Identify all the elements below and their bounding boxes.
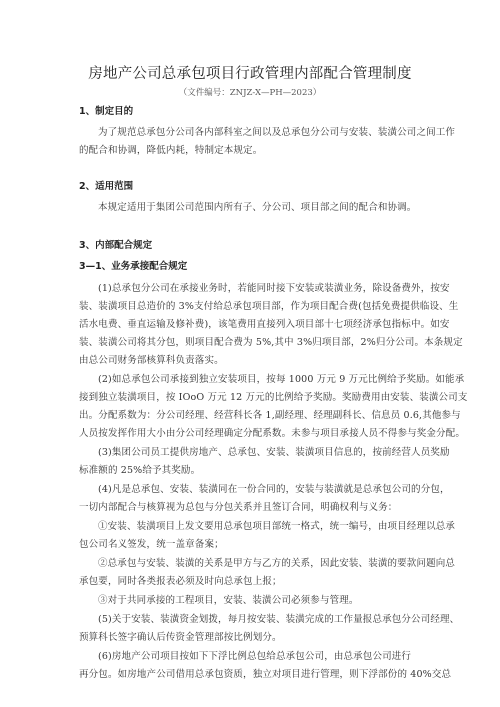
list-item-line: ①安装、装潢项目上发文要用总承包项目部统一格式，统一编号，由项目经理以总承 (98, 521, 456, 532)
paragraph-line: (5)关于安装、装潢资金划拨，每月按安装、装潢完成的工作量报总承包分公司经理、 (98, 614, 460, 625)
paragraph-line: 活水电费、垂直运输及修补费)，该笔费用直接列入项目部十七项经济承包指标中。如安 (79, 319, 450, 330)
paragraph-line: 本规定适用于集团公司范围内所有子、分公司、项目部之间的配合和协调。 (98, 202, 417, 213)
paragraph-line: (2)如总承包公司承接到独立安装项目，按每 1000 万元 9 万元比例给予奖励。如能承 (98, 374, 465, 385)
paragraph-line: 出。分配系数为：分公司经理、经营科长各 1,副经理、经理副科长、信息员 0.6,其他参与 (79, 410, 461, 421)
section-heading-purpose: 1、制定目的 (79, 106, 134, 117)
section-heading-scope: 2、适用范围 (79, 181, 134, 192)
paragraph-line: (6)房地产公司项目按如下下浮比例总包给总承包公司，由总承包公司进行 (98, 651, 412, 662)
document-title: 房地产公司总承包项目行政管理内部配合管理制度 (88, 66, 412, 82)
paragraph-line: 标准额的 25%给予其奖励。 (79, 465, 201, 476)
section-heading-rules: 3、内部配合规定 (79, 240, 153, 251)
paragraph-line: 一切内部配合与核算视为总包与分包关系并且签订合同，明确权利与义务： (79, 502, 398, 513)
paragraph-line: 装、装潢公司将其分包，则项目配合费为 5%,其中 3%归项目部，2%归分公司。本条规定 (79, 337, 463, 348)
paragraph-line: 为了规范总承包分公司各内部科室之间以及总承包分公司与安装、装潢公司之间工作 (98, 127, 456, 138)
paragraph-line: 人员按发挥作用大小由分公司经理确定分配系数。未参与项目承接人员不得参与奖金分配。 (79, 428, 466, 439)
paragraph-line: 再分包。如房地产公司借用总承包资质，独立对项目进行管理，则下浮部份的 40%交总 (79, 669, 452, 680)
paragraph-line: (1)总承包分公司在承接业务时，若能同时接下安装或装潢业务，除设备费外，按安 (98, 283, 450, 294)
paragraph-line: 接到独立装潢项目，按 IOoO 万元 12 万元的比例给予奖励。奖励费用由安装、装潢公司支 (79, 392, 468, 403)
paragraph-line: (3)集团公司员工提供房地产、总承包、安装、装潢项目信息的，按前经营人员奖励 (98, 447, 450, 458)
subsection-heading: 3—1、业务承接配合规定 (79, 261, 188, 272)
list-item-line: 包公司名义签发，统一盖章备案； (79, 539, 224, 550)
paragraph-line: 预算科长签字确认后传资金管理部按比例划分。 (79, 632, 282, 643)
paragraph-line: (4)凡是总承包、安装、装潢同在一份合同的，安装与装潢就是总承包公司的分包， (98, 484, 450, 495)
list-item-line: ③对于共同承接的工程项目，安装、装潢公司必须参与管理。 (98, 595, 359, 606)
paragraph-line: 装、装潢项目总造价的 3%支付给总承包项目部，作为项目配合费(包括免费提供临设、生 (79, 301, 459, 312)
paragraph-line: 的配合和协调，降低内耗，特制定本规定。 (79, 145, 263, 156)
list-item-line: 承包要，同时各类报表必须及时向总承包上报； (79, 576, 282, 587)
document-number: （文件编号：ZNJZ-X—PH—2023） (178, 88, 322, 98)
list-item-line: ②总承包与安装、装潢的关系是甲方与乙方的关系，因此安装、装潢的要款问题向总 (98, 558, 456, 569)
paragraph-line: 由总公司财务部核算科负责落实。 (79, 355, 224, 366)
